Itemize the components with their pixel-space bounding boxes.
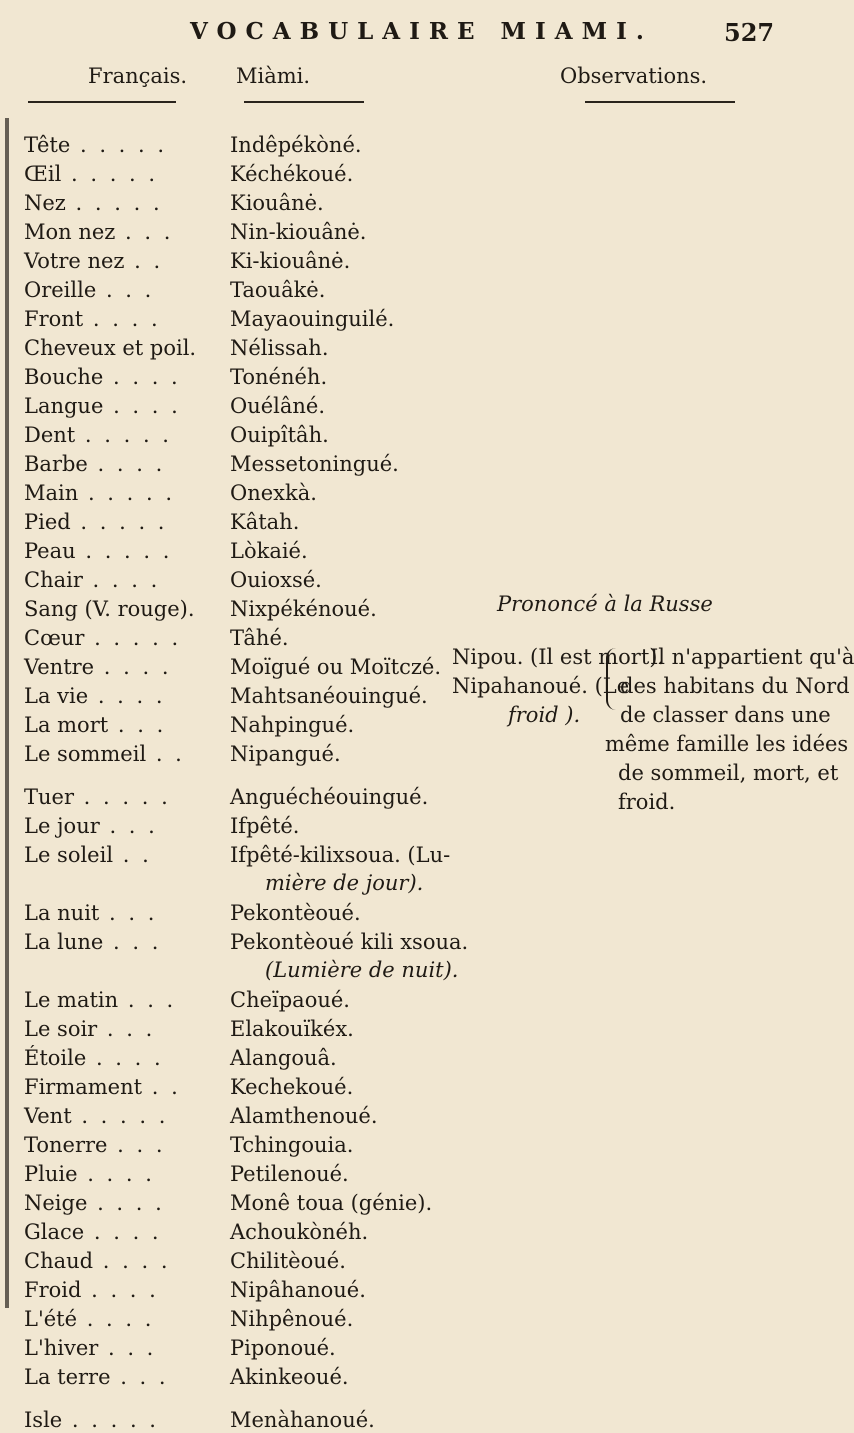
french-term-text: Pluie bbox=[24, 1162, 78, 1186]
observation-froid: froid ). bbox=[508, 703, 581, 727]
column-header-french: Français. bbox=[88, 64, 188, 88]
french-term-text: Chaud bbox=[24, 1249, 94, 1273]
french-term-text: Étoile bbox=[24, 1046, 87, 1070]
french-term-text: Œil bbox=[24, 162, 62, 186]
miami-term: Cheïpaoué. bbox=[230, 988, 350, 1012]
leader-dots: . . . . . bbox=[78, 481, 176, 505]
miami-term: Moïgué ou Moïtczé. bbox=[230, 655, 442, 679]
miami-term-gloss: (Lumière de nuit). bbox=[265, 958, 459, 982]
french-term bbox=[24, 900, 234, 926]
french-term-text: Cheveux et poil. bbox=[24, 336, 197, 360]
miami-term: Tonénéh. bbox=[230, 365, 328, 389]
french-term-text: Mon nez bbox=[24, 220, 116, 244]
miami-term: Ouélâné. bbox=[230, 394, 326, 418]
miami-term: Menàhanoué. bbox=[230, 1408, 375, 1432]
miami-term: Akinkeoué. bbox=[230, 1365, 349, 1389]
french-term-text: Firmament bbox=[24, 1075, 143, 1099]
french-term bbox=[24, 625, 234, 651]
leader-dots: . . . bbox=[97, 1017, 156, 1041]
header-rule-observations bbox=[585, 101, 735, 103]
french-term bbox=[24, 1016, 234, 1042]
french-term bbox=[24, 1335, 234, 1361]
french-term bbox=[24, 987, 234, 1013]
leader-dots: . . . . . bbox=[65, 191, 163, 215]
french-term bbox=[24, 538, 234, 564]
french-term-text: Barbe bbox=[24, 452, 88, 476]
miami-term: Tâhé. bbox=[230, 626, 289, 650]
french-term bbox=[24, 509, 234, 535]
french-term-text: Oreille bbox=[24, 278, 97, 302]
miami-term: Alamthenoué. bbox=[230, 1104, 378, 1128]
miami-term: Taouâkė. bbox=[230, 278, 326, 302]
miami-term: Kechekoué. bbox=[230, 1075, 354, 1099]
observation-note-line-1: Il n'appartient qu'à bbox=[650, 645, 854, 669]
french-term bbox=[24, 567, 234, 593]
french-term bbox=[24, 277, 234, 303]
leader-dots: . . . . bbox=[88, 684, 166, 708]
miami-term: Mayaouinguilé. bbox=[230, 307, 395, 331]
leader-dots: . . . bbox=[99, 901, 158, 925]
miami-term: Anguéchéouingué. bbox=[230, 785, 429, 809]
french-term bbox=[24, 1364, 234, 1390]
miami-term: Nixpékénoué. bbox=[230, 597, 377, 621]
miami-term: Ouioxsé. bbox=[230, 568, 322, 592]
miami-term: Nihpênoué. bbox=[230, 1307, 354, 1331]
leader-dots: . . . bbox=[103, 930, 162, 954]
french-term-text: La mort bbox=[24, 713, 109, 737]
french-term bbox=[24, 1161, 234, 1187]
french-term-text: Nez bbox=[24, 191, 66, 215]
leader-dots: . . . . bbox=[77, 1307, 155, 1331]
leader-dots: . . . bbox=[118, 988, 177, 1012]
french-term-text: Cœur bbox=[24, 626, 85, 650]
miami-term: Nélissah. bbox=[230, 336, 329, 360]
miami-term: Nipangué. bbox=[230, 742, 341, 766]
french-term bbox=[24, 1190, 234, 1216]
miami-term: Pekontèoué kili xsoua. bbox=[230, 930, 469, 954]
french-term bbox=[24, 1219, 234, 1245]
leader-dots: . . . bbox=[115, 220, 174, 244]
french-term-text: Le sommeil bbox=[24, 742, 147, 766]
leader-dots: . . . bbox=[96, 278, 155, 302]
french-term-text: Neige bbox=[24, 1191, 88, 1215]
french-term-text: Le jour bbox=[24, 814, 100, 838]
french-term bbox=[24, 1045, 234, 1071]
miami-term: Lòkaié. bbox=[230, 539, 308, 563]
miami-term: Kâtah. bbox=[230, 510, 300, 534]
french-term-text: Peau bbox=[24, 539, 76, 563]
french-term-text: Sang (V. rouge). bbox=[24, 597, 195, 621]
leader-dots: . . . . bbox=[103, 365, 181, 389]
leader-dots: . . . . . bbox=[71, 1104, 169, 1128]
leader-dots: . . . . bbox=[93, 1249, 171, 1273]
observation-brace bbox=[606, 648, 618, 710]
miami-term: Ifpêté-kilixsoua. (Lu- bbox=[230, 843, 451, 867]
leader-dots: . . . . bbox=[103, 394, 181, 418]
french-term bbox=[24, 335, 234, 361]
french-term bbox=[24, 654, 234, 680]
miami-term: Petilenoué. bbox=[230, 1162, 349, 1186]
header-rule-french bbox=[28, 101, 176, 103]
leader-dots: . . . . . bbox=[70, 133, 168, 157]
leader-dots: . . . . bbox=[84, 1220, 162, 1244]
header-rule-miami bbox=[244, 101, 364, 103]
leader-dots: . . . . bbox=[87, 452, 166, 476]
french-term-text: Pied bbox=[24, 510, 71, 534]
french-term-text: Isle bbox=[24, 1408, 63, 1432]
leader-dots: . . . . bbox=[94, 655, 172, 679]
french-term-text: Dent bbox=[24, 423, 76, 447]
leader-dots: . . . . . bbox=[84, 626, 182, 650]
miami-term: Chilitèoué. bbox=[230, 1249, 346, 1273]
miami-term: Elakouïkéx. bbox=[230, 1017, 354, 1041]
french-term bbox=[24, 1248, 234, 1274]
leader-dots: . . . bbox=[107, 1133, 166, 1157]
observation-note-line-4: même famille les idées bbox=[605, 732, 849, 756]
miami-term: Ouipîtâh. bbox=[230, 423, 329, 447]
miami-term: Indêpékòné. bbox=[230, 133, 362, 157]
miami-term: Nahpingué. bbox=[230, 713, 355, 737]
french-term-text: L'été bbox=[24, 1307, 78, 1331]
leader-dots: . . . . bbox=[83, 307, 161, 331]
french-term-text: Bouche bbox=[24, 365, 104, 389]
running-title: VOCABULAIRE MIAMI. bbox=[190, 18, 653, 45]
french-term-text: Tonerre bbox=[24, 1133, 108, 1157]
french-term bbox=[24, 712, 234, 738]
leader-dots: . . . . . bbox=[74, 785, 171, 809]
leader-dots: . . . . bbox=[81, 1278, 159, 1302]
leader-dots: . . . . bbox=[82, 568, 161, 592]
leader-dots: . . . bbox=[99, 814, 158, 838]
observation-note-line-2: des habitans du Nord bbox=[620, 674, 850, 698]
miami-term: Kiouânė. bbox=[230, 191, 324, 215]
french-term bbox=[24, 1407, 234, 1433]
miami-term: Tchingouia. bbox=[230, 1133, 354, 1157]
french-term-text: La lune bbox=[24, 930, 104, 954]
french-term bbox=[24, 480, 234, 506]
french-term-text: Froid bbox=[24, 1278, 82, 1302]
miami-term: Kéchékoué. bbox=[230, 162, 354, 186]
leader-dots: . . . . bbox=[87, 1191, 165, 1215]
french-term bbox=[24, 1103, 234, 1129]
french-term-text: Glace bbox=[24, 1220, 85, 1244]
miami-term: Piponoué. bbox=[230, 1336, 336, 1360]
leader-dots: . . bbox=[146, 742, 185, 766]
observation-nipou: Nipou. (Il est mort). bbox=[452, 645, 665, 669]
french-term bbox=[24, 1306, 234, 1332]
miami-term: Ifpêté. bbox=[230, 814, 300, 838]
french-term bbox=[24, 364, 234, 390]
observation-note-line-5: de sommeil, mort, et bbox=[618, 761, 839, 785]
leader-dots: . . . . . bbox=[62, 1408, 159, 1432]
leader-dots: . . . bbox=[110, 1365, 169, 1389]
french-term bbox=[24, 842, 234, 868]
french-term-text: Tuer bbox=[24, 785, 74, 809]
miami-term: Nipâhanoué. bbox=[230, 1278, 366, 1302]
french-term bbox=[24, 741, 234, 767]
observation-nipahanoue: Nipahanoué. (Le bbox=[452, 674, 630, 698]
miami-term: Monê toua (génie). bbox=[230, 1191, 433, 1215]
french-term-text: Tête bbox=[24, 133, 71, 157]
miami-term: Ki-kiouânė. bbox=[230, 249, 351, 273]
french-term bbox=[24, 813, 234, 839]
leader-dots: . . bbox=[142, 1075, 181, 1099]
margin-edge bbox=[5, 118, 9, 1308]
french-term bbox=[24, 248, 234, 274]
french-term bbox=[24, 422, 234, 448]
french-term bbox=[24, 393, 234, 419]
leader-dots: . . bbox=[113, 843, 152, 867]
french-term-text: Le soleil bbox=[24, 843, 114, 867]
leader-dots: . . . . . bbox=[70, 510, 168, 534]
french-term bbox=[24, 683, 234, 709]
french-term-text: La nuit bbox=[24, 901, 100, 925]
miami-term: Nin-kiouânė. bbox=[230, 220, 367, 244]
french-term bbox=[24, 784, 234, 810]
french-term-text: Front bbox=[24, 307, 84, 331]
french-term bbox=[24, 161, 234, 187]
observation-note-line-6: froid. bbox=[618, 790, 676, 814]
french-term-text: Votre nez bbox=[24, 249, 125, 273]
observation-note-line-3: de classer dans une bbox=[620, 703, 831, 727]
french-term-text: Langue bbox=[24, 394, 104, 418]
french-term-text: Ventre bbox=[24, 655, 95, 679]
leader-dots: . . . . bbox=[77, 1162, 155, 1186]
french-term bbox=[24, 451, 234, 477]
leader-dots: . . . . . bbox=[75, 539, 173, 563]
french-term bbox=[24, 1277, 234, 1303]
french-term-text: Le matin bbox=[24, 988, 119, 1012]
french-term bbox=[24, 929, 234, 955]
french-term-text: Main bbox=[24, 481, 79, 505]
french-term bbox=[24, 219, 234, 245]
french-term-text: La vie bbox=[24, 684, 89, 708]
french-term-text: L'hiver bbox=[24, 1336, 99, 1360]
column-header-observations: Observations. bbox=[560, 64, 708, 88]
french-term-text: Vent bbox=[24, 1104, 72, 1128]
miami-term: Mahtsanéouingué. bbox=[230, 684, 428, 708]
observation-russe: Prononcé à la Russe bbox=[497, 592, 713, 616]
page-number: 527 bbox=[724, 18, 775, 47]
french-term bbox=[24, 596, 234, 622]
miami-term: Messetoningué. bbox=[230, 452, 399, 476]
miami-term: Achoukònéh. bbox=[230, 1220, 369, 1244]
miami-term-gloss: mière de jour). bbox=[265, 871, 424, 895]
french-term-text: Le soir bbox=[24, 1017, 98, 1041]
leader-dots: . . . . bbox=[86, 1046, 164, 1070]
column-header-miami: Miàmi. bbox=[236, 64, 311, 88]
french-term bbox=[24, 132, 234, 158]
french-term-text: La terre bbox=[24, 1365, 111, 1389]
french-term bbox=[24, 1074, 234, 1100]
french-term bbox=[24, 306, 234, 332]
leader-dots: . . . bbox=[108, 713, 167, 737]
leader-dots: . . . . . bbox=[61, 162, 159, 186]
french-term bbox=[24, 1132, 234, 1158]
miami-term: Pekontèoué. bbox=[230, 901, 361, 925]
leader-dots: . . . bbox=[98, 1336, 157, 1360]
miami-term: Alangouâ. bbox=[230, 1046, 337, 1070]
leader-dots: . . bbox=[124, 249, 164, 273]
french-term bbox=[24, 190, 234, 216]
miami-term: Onexkà. bbox=[230, 481, 317, 505]
french-term-text: Chair bbox=[24, 568, 83, 592]
leader-dots: . . . . . bbox=[75, 423, 172, 447]
